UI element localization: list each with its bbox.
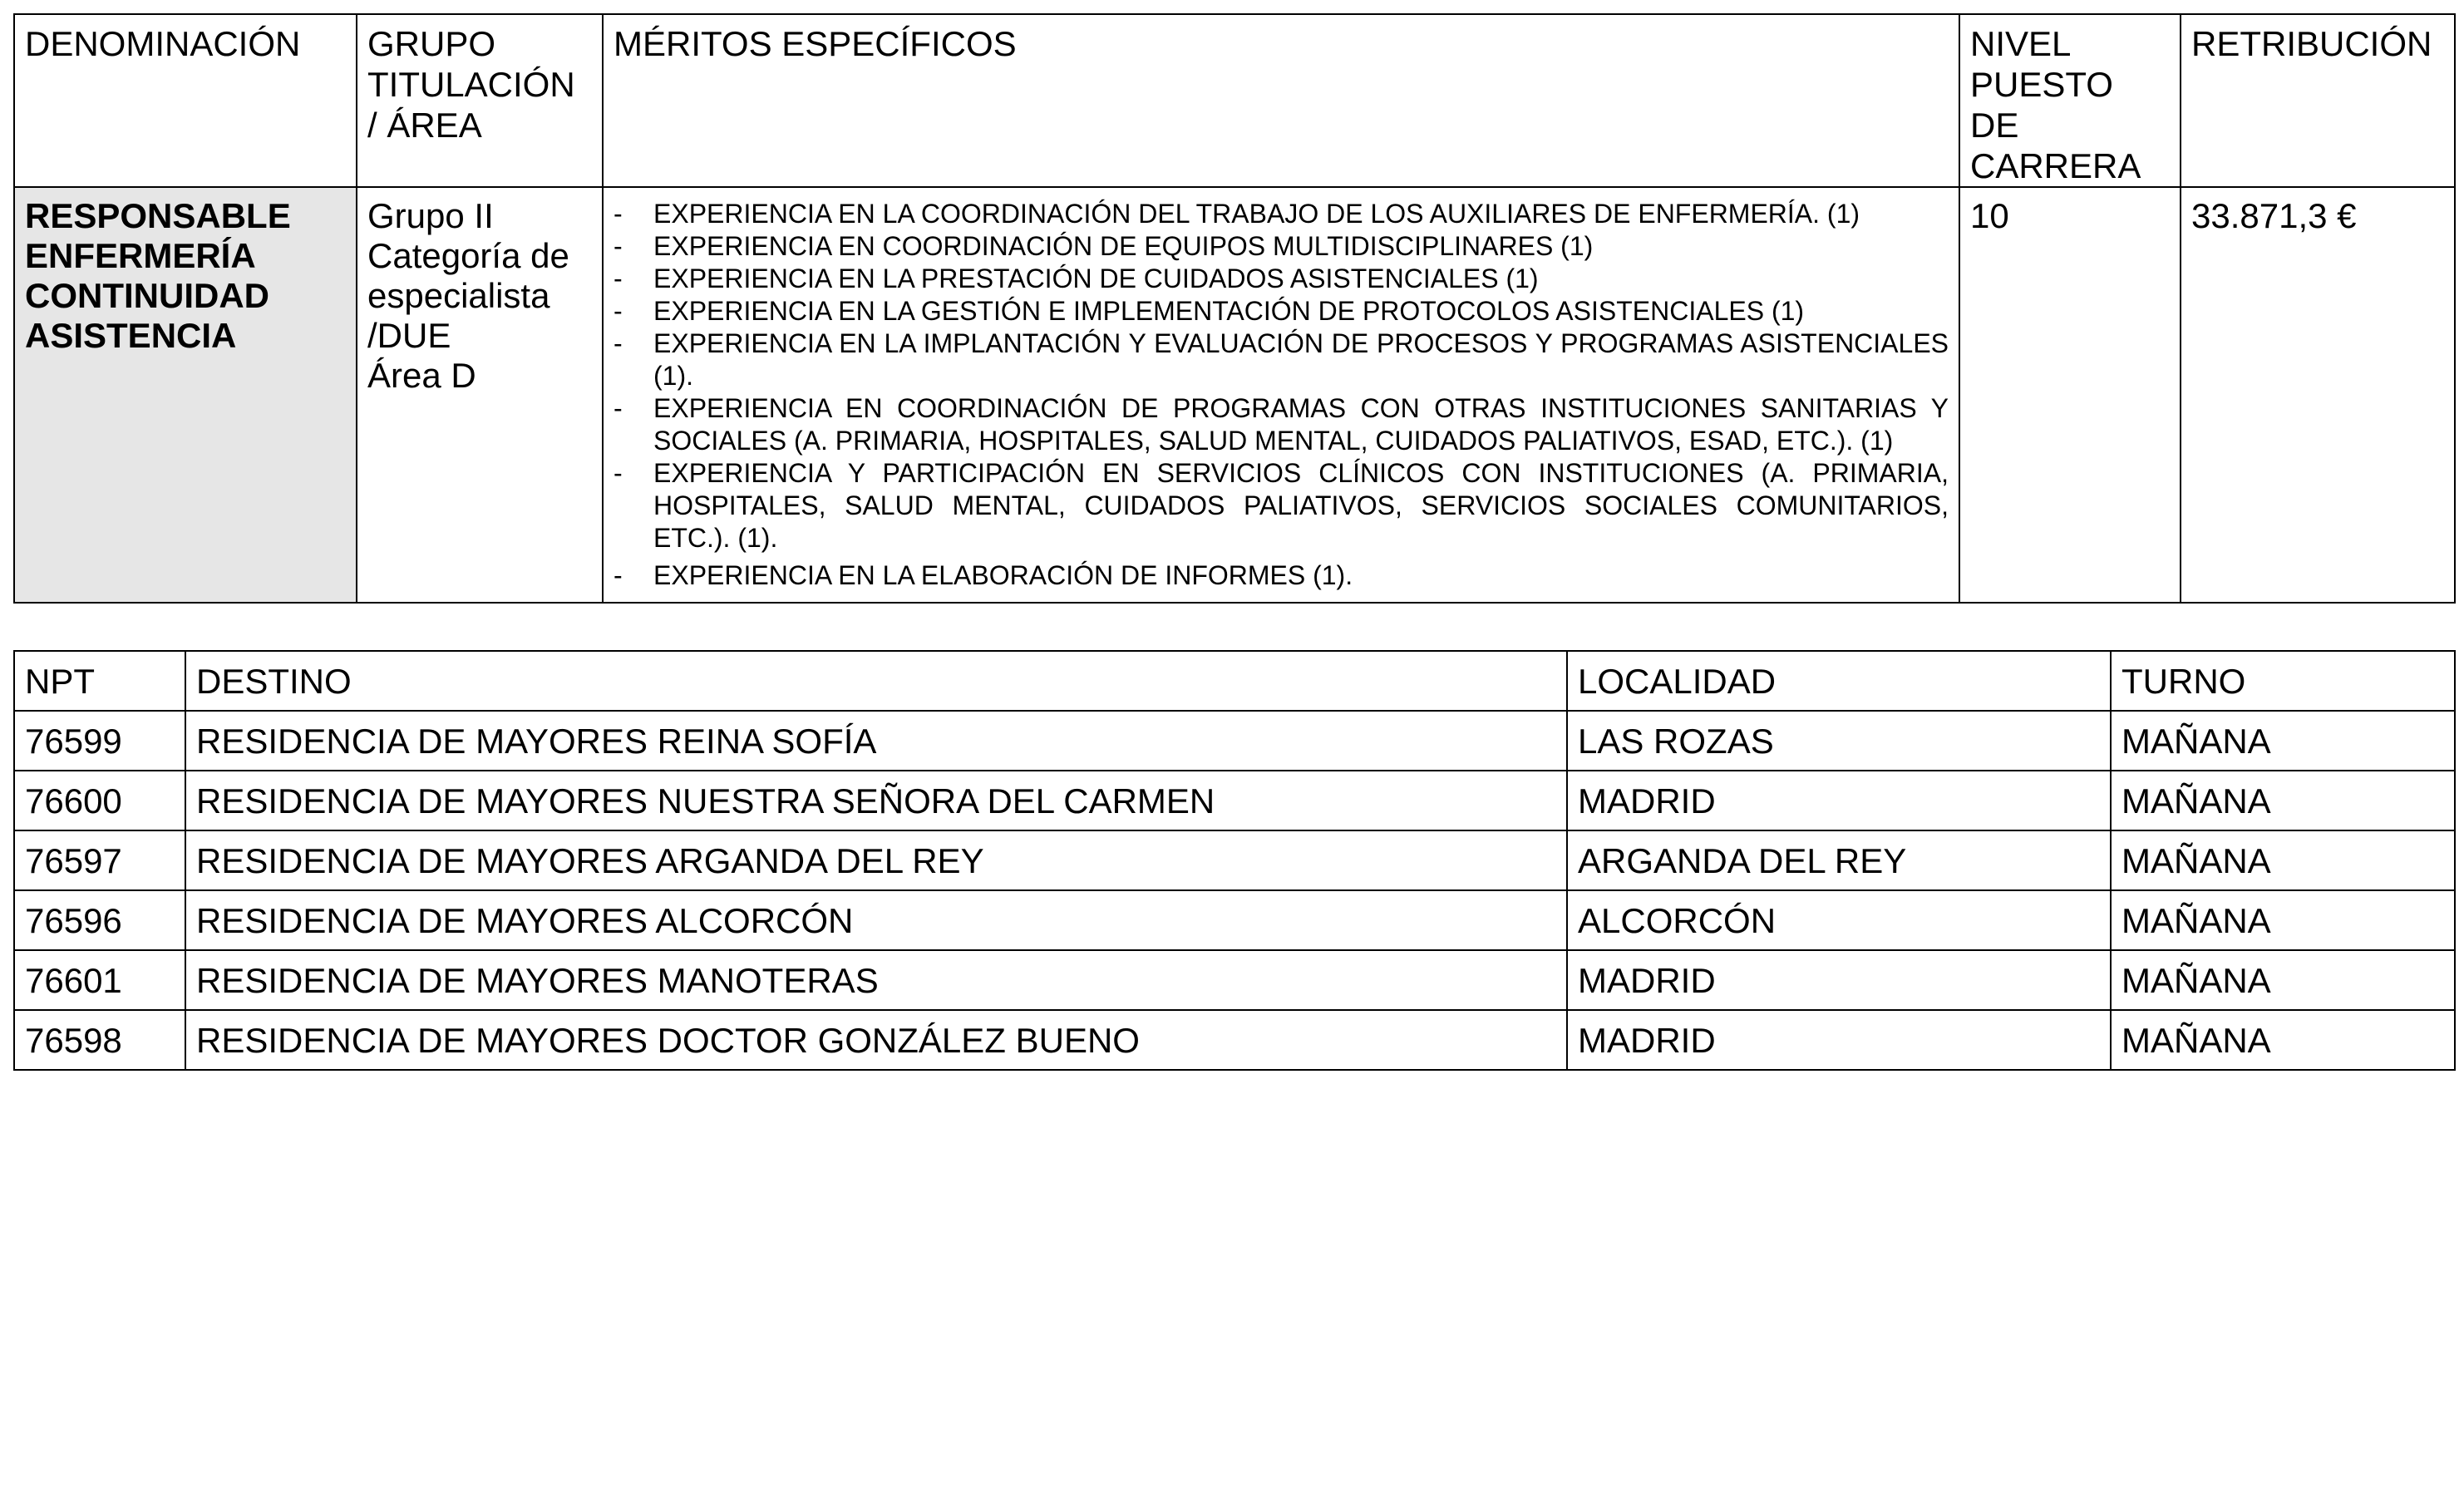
- destino-cell: RESIDENCIA DE MAYORES REINA SOFÍA: [185, 711, 1567, 771]
- table-row: [14, 890, 2455, 950]
- merito-item: - EXPERIENCIA EN LA ELABORACIÓN DE INFORMES (1).: [612, 559, 1949, 592]
- localidad-cell: ARGANDA DEL REY: [1567, 830, 2111, 890]
- table-row: [14, 711, 2455, 771]
- header-meritos-especificos: MÉRITOS ESPECÍFICOS: [603, 14, 1959, 187]
- destino-cell: RESIDENCIA DE MAYORES NUESTRA SEÑORA DEL CARMEN: [185, 771, 1567, 830]
- grupo-line: Categoría de: [367, 236, 569, 275]
- localidad-cell: MADRID: [1567, 1010, 2111, 1070]
- grupo-line: Grupo II: [367, 196, 494, 235]
- table-row: [14, 1010, 2455, 1070]
- grupo-cell: [357, 187, 603, 603]
- npt-cell: 76598: [14, 1010, 185, 1070]
- merito-item: - EXPERIENCIA EN COORDINACIÓN DE EQUIPOS MULTIDISCIPLINARES (1): [612, 230, 1949, 263]
- destino-cell: RESIDENCIA DE MAYORES DOCTOR GONZÁLEZ BUENO: [185, 1010, 1567, 1070]
- table-row: [14, 771, 2455, 830]
- puesto-header-row: [14, 14, 2455, 187]
- retribucion-cell: 33.871,3 €: [2181, 187, 2455, 603]
- turno-cell: MAÑANA: [2111, 711, 2455, 771]
- puesto-table: [13, 13, 2456, 604]
- destino-cell: RESIDENCIA DE MAYORES ARGANDA DEL REY: [185, 830, 1567, 890]
- table-row: [14, 950, 2455, 1010]
- npt-cell: 76596: [14, 890, 185, 950]
- header-destino: DESTINO: [185, 651, 1567, 711]
- destinos-table: [13, 650, 2456, 1071]
- localidad-cell: ALCORCÓN: [1567, 890, 2111, 950]
- header-npt: NPT: [14, 651, 185, 711]
- merito-item: - EXPERIENCIA Y PARTICIPACIÓN EN SERVICIOS CLÍNICOS CON INSTITUCIONES (A. PRIMARIA, HOSPITALES, SALUD MENTAL, CUIDADOS PALIATIVOS, SERVICIOS SOCIALES COMUNITARIOS, ETC.). (1).: [612, 457, 1949, 554]
- denominacion-cell: RESPONSABLE ENFERMERÍA CONTINUIDAD ASISTENCIA: [14, 187, 357, 603]
- turno-cell: MAÑANA: [2111, 1010, 2455, 1070]
- merito-item: - EXPERIENCIA EN LA PRESTACIÓN DE CUIDADOS ASISTENCIALES (1): [612, 263, 1949, 295]
- destinos-header-row: [14, 651, 2455, 711]
- merito-item: - EXPERIENCIA EN LA COORDINACIÓN DEL TRABAJO DE LOS AUXILIARES DE ENFERMERÍA. (1): [612, 198, 1949, 230]
- localidad-cell: LAS ROZAS: [1567, 711, 2111, 771]
- merito-item: - EXPERIENCIA EN COORDINACIÓN DE PROGRAMAS CON OTRAS INSTITUCIONES SANITARIAS Y SOCIALES (A. PRIMARIA, HOSPITALES, SALUD MENTAL, CUIDADOS PALIATIVOS, ESAD, ETC.). (1): [612, 392, 1949, 457]
- header-denominacion: DENOMINACIÓN: [14, 14, 357, 187]
- grupo-line: /DUE: [367, 316, 451, 355]
- header-retribucion: RETRIBUCIÓN: [2181, 14, 2455, 187]
- turno-cell: MAÑANA: [2111, 830, 2455, 890]
- meritos-cell: [603, 187, 1959, 603]
- header-turno: TURNO: [2111, 651, 2455, 711]
- destino-cell: RESIDENCIA DE MAYORES ALCORCÓN: [185, 890, 1567, 950]
- npt-cell: 76597: [14, 830, 185, 890]
- meritos-list: [612, 198, 1949, 592]
- header-nivel-puesto: NIVEL PUESTO DE CARRERA: [1959, 14, 2181, 187]
- turno-cell: MAÑANA: [2111, 771, 2455, 830]
- npt-cell: 76599: [14, 711, 185, 771]
- header-localidad: LOCALIDAD: [1567, 651, 2111, 711]
- header-grupo-titulacion: GRUPO TITULACIÓN / ÁREA: [357, 14, 603, 187]
- grupo-line: Área D: [367, 356, 476, 395]
- grupo-line: especialista: [367, 276, 550, 315]
- destino-cell: RESIDENCIA DE MAYORES MANOTERAS: [185, 950, 1567, 1010]
- table-row: [14, 830, 2455, 890]
- turno-cell: MAÑANA: [2111, 890, 2455, 950]
- npt-cell: 76601: [14, 950, 185, 1010]
- merito-item: - EXPERIENCIA EN LA GESTIÓN E IMPLEMENTACIÓN DE PROTOCOLOS ASISTENCIALES (1): [612, 295, 1949, 328]
- merito-item: - EXPERIENCIA EN LA IMPLANTACIÓN Y EVALUACIÓN DE PROCESOS Y PROGRAMAS ASISTENCIALES (1).: [612, 328, 1949, 392]
- localidad-cell: MADRID: [1567, 771, 2111, 830]
- localidad-cell: MADRID: [1567, 950, 2111, 1010]
- npt-cell: 76600: [14, 771, 185, 830]
- nivel-cell: 10: [1959, 187, 2181, 603]
- puesto-data-row: [14, 187, 2455, 603]
- turno-cell: MAÑANA: [2111, 950, 2455, 1010]
